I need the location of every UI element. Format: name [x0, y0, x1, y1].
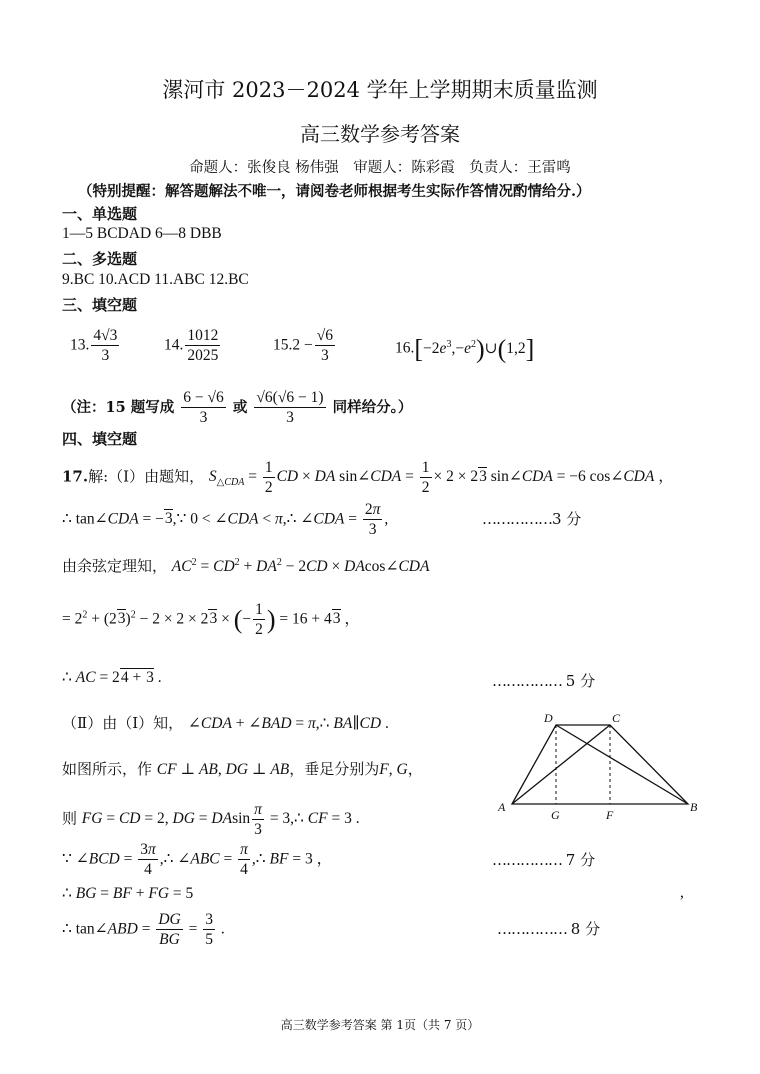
- label-a: A: [498, 800, 506, 814]
- q17-intro: 解:（Ⅰ）由题知，: [88, 467, 205, 486]
- q17-score-5-text: 5 分: [565, 672, 596, 690]
- answer-13: [70, 326, 121, 366]
- answer-14: [164, 326, 222, 366]
- q17-line-2: ∴ tan∠CDA = −3,∵ 0 < ∠CDA < π,∴ ∠CDA = $\frac{2\pi}{3}$ ,: [62, 501, 389, 539]
- q17-score-3-text: 3 分: [552, 510, 582, 528]
- q17-part2-intro: （Ⅱ）由（Ⅰ）知，: [62, 714, 184, 732]
- trapezoid-figure: [490, 708, 710, 828]
- q17-score-8: …………… 8 分: [497, 920, 601, 938]
- q17-cosine-law-label: 由余弦定理知，: [62, 557, 168, 575]
- answer-16-value: $[-2e^3,-e^2)\cup(1,2]$: [414, 334, 535, 363]
- note-15-prefix: （注：15 题写成: [62, 398, 175, 416]
- authors-line: 命题人：张俊良 杨伟强 审题人：陈彩霞 负责人：王雷鸣: [189, 160, 571, 176]
- grading-notice: （特别提醒：解答题解法不唯一，请阅卷老师根据考生实际作答情况酌情给分.）: [78, 183, 591, 200]
- section-fill-blank: 三、填空题: [62, 296, 138, 314]
- q17-line-5: ∴ AC = 24 + 3 .: [62, 669, 162, 686]
- q17-line-6: （Ⅱ）由（Ⅰ）知， ∠CDA + ∠BAD = π,∴ BA∥CD .: [62, 714, 389, 732]
- note-15-fraction-2: [254, 388, 325, 428]
- note-15-f1-num: 6 − √6: [181, 388, 226, 408]
- note-15-f1-den: 3: [199, 409, 208, 427]
- answer-15: [273, 326, 337, 366]
- q17-foot-label: ，垂足分别为: [289, 760, 380, 778]
- q17-line-8: 则 FG = CD = 2, DG = DAsin $\frac{\pi}{3}$ = 3,∴ CF = 3 .: [62, 801, 360, 839]
- answer-14-den: 2025: [187, 347, 219, 365]
- answer-15-num: √6: [315, 326, 335, 346]
- label-c: C: [612, 711, 621, 725]
- q17-line-3: 由余弦定理知， $AC^2 = CD^2 + DA^2 - 2CD$ × DAcos∠CDA: [62, 556, 430, 575]
- q17-score-8-text: 8 分: [570, 920, 601, 938]
- q17-score-3: ……………3 分: [482, 510, 582, 528]
- label-g: G: [551, 808, 560, 822]
- q17-construct-label: 如图所示，作: [62, 760, 153, 778]
- note-15-or: 或: [232, 398, 248, 416]
- note-15-suffix: 同样给分。）: [332, 398, 413, 416]
- section-multiple-choice: 二、多选题: [62, 250, 138, 268]
- answer-15-label: 15.: [273, 336, 293, 354]
- diagonal-ac: [512, 725, 610, 804]
- answer-15-prefix: 2 −: [292, 336, 313, 354]
- q17-line-1: [62, 458, 674, 498]
- q17-area-formula: $S_{\triangle CDA}$ = $\frac{1}{2}$ CD × DA sin∠CDA = $\frac{1}{2}$ × 2 × 23 sin∠CDA = −6 cos∠CDA ，: [208, 459, 674, 497]
- q17-line-11: ∴ tan∠ABD = $\frac{DG}{BG}$ = $\frac{3}{5}$ .: [62, 911, 225, 949]
- answer-14-fraction: [185, 326, 220, 366]
- q17-then-label: 则: [62, 809, 78, 828]
- note-15: [62, 388, 412, 428]
- q17-score-5: …………… 5 分: [492, 672, 596, 690]
- answer-13-fraction: [91, 326, 119, 366]
- q17-line-10-comma: ,: [680, 884, 684, 901]
- note-15-f2-den: 3: [286, 409, 294, 427]
- answer-15-den: 3: [321, 347, 329, 365]
- section-solutions: 四、填空题: [62, 430, 138, 448]
- answer-16-label: 16.: [395, 339, 415, 357]
- label-f: F: [606, 808, 614, 822]
- page-footer: 高三数学参考答案 第 1页（共 7 页）: [280, 1018, 480, 1032]
- multiple-choice-answers: 9.BC 10.ACD 11.ABC 12.BC: [62, 271, 249, 288]
- q17-score-7-text: 7 分: [565, 851, 596, 869]
- answer-13-num: 4√3: [91, 326, 119, 346]
- page-title: 漯河市 2023－2024 学年上学期期末质量监测: [162, 78, 598, 102]
- q17-line-10: ∴ BG = BF + FG = 5: [62, 885, 194, 902]
- answer-14-num: 1012: [185, 326, 220, 346]
- q17-line-9: ∵ ∠BCD = $\frac{3\pi}{4}$ ,∴ ∠ABC = $\frac{\pi}{4}$ ,∴ BF = 3 ，: [62, 841, 333, 879]
- q17-score-7: …………… 7 分: [492, 851, 596, 869]
- answer-13-label: 13.: [70, 336, 90, 354]
- label-d: D: [544, 711, 553, 725]
- q17-label: 17.: [62, 467, 89, 486]
- single-choice-answers: 1—5 BCDAD 6—8 DBB: [62, 225, 222, 242]
- answer-14-label: 14.: [164, 336, 184, 354]
- answer-13-den: 3: [101, 347, 110, 365]
- answer-16: [395, 334, 534, 364]
- label-b: B: [690, 800, 698, 814]
- answer-15-fraction: [315, 326, 335, 366]
- q17-line-4: = $2^2 + (23)^2 - 2 \times 2 \times 23$ × (− $\frac{1}{2}$ ) = 16 + 43 ，: [62, 601, 360, 639]
- note-15-f2-num: √6(√6 − 1): [254, 388, 325, 408]
- trapezoid-outline: [512, 725, 688, 804]
- q17-line-7: 如图所示，作 CF ⊥ AB, DG ⊥ AB，垂足分别为F, G，: [62, 760, 423, 778]
- page-subtitle: 高三数学参考答案: [300, 122, 460, 146]
- section-single-choice: 一、单选题: [62, 205, 138, 223]
- note-15-fraction-1: [181, 388, 226, 428]
